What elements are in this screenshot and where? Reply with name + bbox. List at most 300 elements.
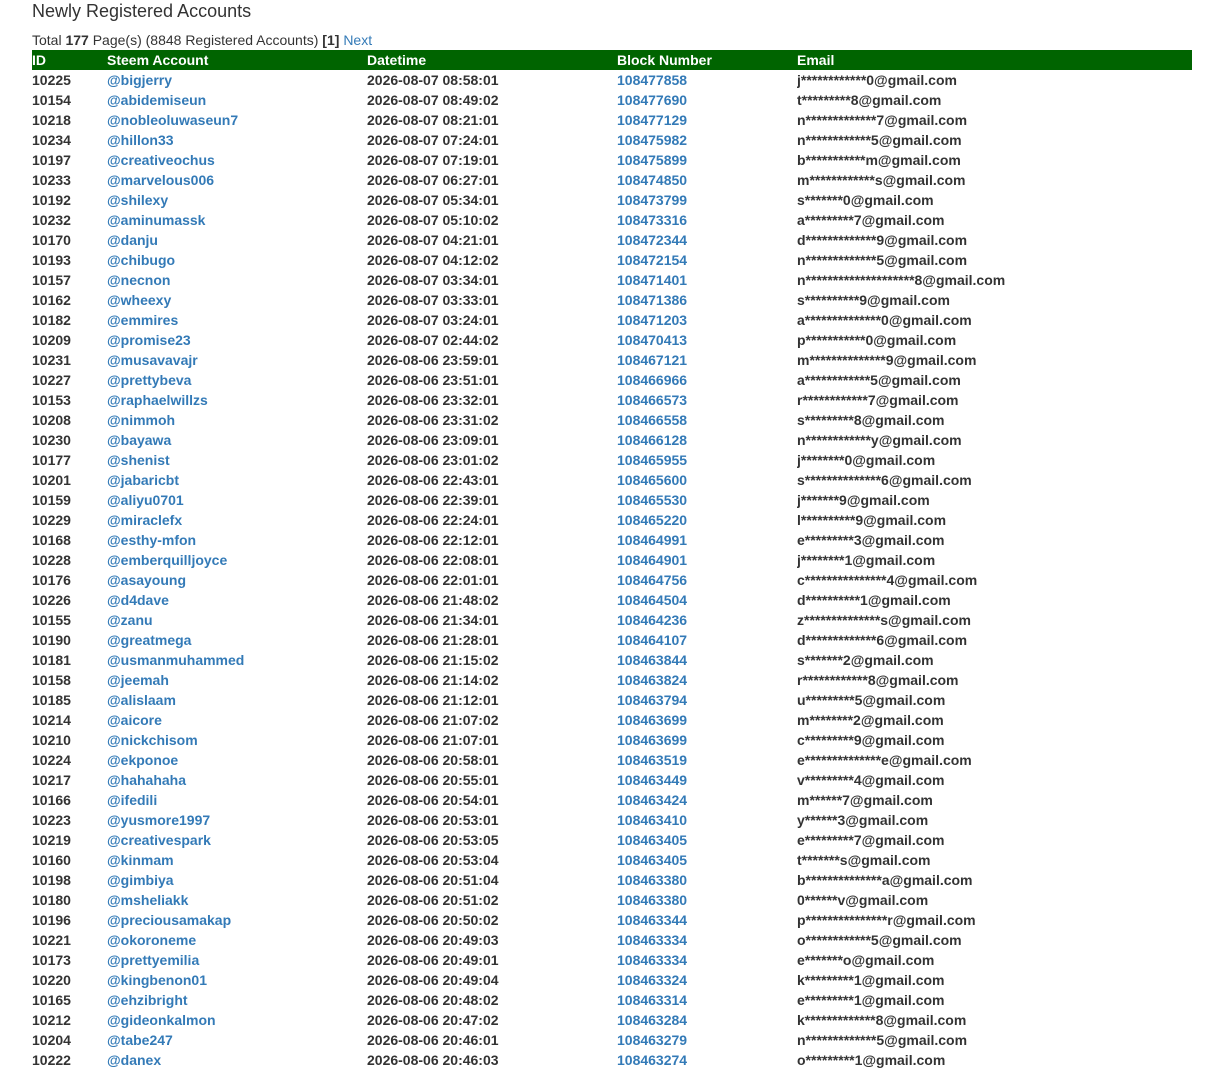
steem-account-link[interactable]: @marvelous006	[107, 172, 215, 188]
cell-email: d**********1@gmail.com	[797, 592, 951, 608]
cell-steem-account	[107, 810, 367, 830]
cell-steem-account	[107, 910, 367, 930]
steem-account-link[interactable]: @kinmam	[107, 852, 174, 868]
cell-steem-account	[107, 110, 367, 130]
cell-id: 10181	[32, 652, 71, 668]
cell-datetime: 2026-08-06 23:59:01	[367, 352, 499, 368]
cell-datetime: 2026-08-06 20:46:03	[367, 1052, 499, 1068]
cell-block-number	[617, 1030, 797, 1050]
block-number-link[interactable]: 108466558	[617, 412, 688, 428]
steem-account-link[interactable]: @raphaelwillzs	[107, 392, 208, 408]
block-number-link[interactable]: 108465530	[617, 492, 688, 508]
cell-id: 10185	[32, 692, 71, 708]
cell-steem-account	[107, 350, 367, 370]
table-row	[32, 150, 1192, 170]
block-number-link[interactable]: 108472154	[617, 252, 688, 268]
steem-account-link[interactable]: @creativeochus	[107, 152, 215, 168]
cell-email: e**************e@gmail.com	[797, 752, 972, 768]
cell-steem-account	[107, 270, 367, 290]
steem-account-link[interactable]: @abidemiseun	[107, 92, 207, 108]
steem-account-link[interactable]: @zanu	[107, 612, 153, 628]
cell-id: 10154	[32, 92, 71, 108]
block-number-link[interactable]: 108466966	[617, 372, 688, 388]
cell-block-number	[617, 390, 797, 410]
table-row	[32, 890, 1192, 910]
cell-block-number	[617, 190, 797, 210]
block-number-link[interactable]: 108465220	[617, 512, 688, 528]
steem-account-link[interactable]: @nickchisom	[107, 732, 198, 748]
steem-account-link[interactable]: @yusmore1997	[107, 812, 211, 828]
block-number-link[interactable]: 108463274	[617, 1052, 688, 1068]
block-number-link[interactable]: 108475899	[617, 152, 688, 168]
cell-id: 10190	[32, 632, 71, 648]
table-row	[32, 850, 1192, 870]
cell-id: 10173	[32, 952, 71, 968]
steem-account-link[interactable]: @emmires	[107, 312, 179, 328]
steem-account-link[interactable]: @preciousamakap	[107, 912, 232, 928]
block-number-link[interactable]: 108463334	[617, 952, 688, 968]
cell-id: 10223	[32, 812, 71, 828]
table-row	[32, 650, 1192, 670]
cell-email: y******3@gmail.com	[797, 812, 929, 828]
steem-account-link[interactable]: @nimmoh	[107, 412, 176, 428]
block-number-link[interactable]: 108473799	[617, 192, 688, 208]
cell-steem-account	[107, 670, 367, 690]
cell-block-number	[617, 750, 797, 770]
block-number-link[interactable]: 108471401	[617, 272, 688, 288]
table-row	[32, 290, 1192, 310]
table-row	[32, 130, 1192, 150]
cell-block-number	[617, 1010, 797, 1030]
table-row	[32, 330, 1192, 350]
cell-id: 10165	[32, 992, 71, 1008]
cell-id: 10226	[32, 592, 71, 608]
table-row	[32, 490, 1192, 510]
steem-account-link[interactable]: @usmanmuhammed	[107, 652, 245, 668]
block-number-link[interactable]: 108463844	[617, 652, 688, 668]
cell-steem-account	[107, 150, 367, 170]
table-row	[32, 230, 1192, 250]
block-number-link[interactable]: 108477690	[617, 92, 688, 108]
cell-block-number	[617, 650, 797, 670]
cell-datetime: 2026-08-06 23:01:02	[367, 452, 499, 468]
cell-email: c*********9@gmail.com	[797, 732, 945, 748]
cell-block-number	[617, 710, 797, 730]
block-number-link[interactable]: 108466128	[617, 432, 688, 448]
steem-account-link[interactable]: @prettyemilia	[107, 952, 200, 968]
cell-id: 10228	[32, 552, 71, 568]
cell-block-number	[617, 630, 797, 650]
cell-datetime: 2026-08-06 22:43:01	[367, 472, 499, 488]
cell-steem-account	[107, 370, 367, 390]
steem-account-link[interactable]: @bigjerry	[107, 72, 173, 88]
cell-block-number	[617, 410, 797, 430]
cell-id: 10210	[32, 732, 71, 748]
steem-account-link[interactable]: @bayawa	[107, 432, 172, 448]
steem-account-link[interactable]: @msheliakk	[107, 892, 189, 908]
cell-id: 10227	[32, 372, 71, 388]
block-number-link[interactable]: 108464991	[617, 532, 688, 548]
cell-steem-account	[107, 430, 367, 450]
cell-block-number	[617, 110, 797, 130]
cell-datetime: 2026-08-07 04:21:01	[367, 232, 499, 248]
block-number-link[interactable]: 108474850	[617, 172, 688, 188]
steem-account-link[interactable]: @greatmega	[107, 632, 192, 648]
cell-email: m********2@gmail.com	[797, 712, 944, 728]
table-row	[32, 450, 1192, 470]
block-number-link[interactable]: 108463824	[617, 672, 688, 688]
block-number-link[interactable]: 108471386	[617, 292, 688, 308]
cell-datetime: 2026-08-06 21:12:01	[367, 692, 499, 708]
table-row	[32, 1050, 1192, 1070]
block-number-link[interactable]: 108463519	[617, 752, 688, 768]
table-row	[32, 770, 1192, 790]
block-number-link[interactable]: 108465955	[617, 452, 688, 468]
table-row	[32, 590, 1192, 610]
steem-account-link[interactable]: @musavavajr	[107, 352, 198, 368]
cell-email: a************5@gmail.com	[797, 372, 961, 388]
cell-steem-account	[107, 590, 367, 610]
table-row	[32, 550, 1192, 570]
steem-account-link[interactable]: @nobleoluwaseun7	[107, 112, 239, 128]
cell-steem-account	[107, 610, 367, 630]
steem-account-link[interactable]: @esthy-mfon	[107, 532, 197, 548]
cell-id: 10234	[32, 132, 71, 148]
table-row	[32, 730, 1192, 750]
steem-account-link[interactable]: @ehzibright	[107, 992, 188, 1008]
cell-id: 10225	[32, 72, 71, 88]
table-row	[32, 170, 1192, 190]
steem-account-link[interactable]: @ekponoe	[107, 752, 179, 768]
table-row	[32, 410, 1192, 430]
block-number-link[interactable]: 108463449	[617, 772, 688, 788]
cell-id: 10222	[32, 1052, 71, 1068]
cell-id: 10180	[32, 892, 71, 908]
block-number-link[interactable]: 108471203	[617, 312, 688, 328]
cell-id: 10193	[32, 252, 71, 268]
cell-steem-account	[107, 730, 367, 750]
cell-datetime: 2026-08-06 23:31:02	[367, 412, 499, 428]
block-number-link[interactable]: 108473316	[617, 212, 688, 228]
column-header-steem-account: Steem Account	[107, 52, 209, 68]
cell-datetime: 2026-08-06 21:07:02	[367, 712, 499, 728]
cell-steem-account	[107, 870, 367, 890]
steem-account-link[interactable]: @necnon	[107, 272, 171, 288]
cell-id: 10153	[32, 392, 71, 408]
cell-datetime: 2026-08-07 08:21:01	[367, 112, 499, 128]
cell-steem-account	[107, 750, 367, 770]
cell-datetime: 2026-08-07 03:33:01	[367, 292, 499, 308]
cell-id: 10208	[32, 412, 71, 428]
steem-account-link[interactable]: @alislaam	[107, 692, 176, 708]
cell-email: 0******v@gmail.com	[797, 892, 929, 908]
steem-account-link[interactable]: @danju	[107, 232, 158, 248]
table-row	[32, 670, 1192, 690]
cell-block-number	[617, 430, 797, 450]
cell-block-number	[617, 150, 797, 170]
cell-steem-account	[107, 510, 367, 530]
steem-account-link[interactable]: @chibugo	[107, 252, 176, 268]
cell-steem-account	[107, 930, 367, 950]
column-header-id: ID	[32, 52, 46, 68]
cell-block-number	[617, 1050, 797, 1070]
cell-email: s*******2@gmail.com	[797, 652, 934, 668]
cell-block-number	[617, 330, 797, 350]
block-number-link[interactable]: 108463405	[617, 832, 688, 848]
block-number-link[interactable]: 108464107	[617, 632, 688, 648]
cell-datetime: 2026-08-06 23:09:01	[367, 432, 499, 448]
cell-block-number	[617, 610, 797, 630]
cell-datetime: 2026-08-06 21:07:01	[367, 732, 499, 748]
cell-datetime: 2026-08-06 20:47:02	[367, 1012, 499, 1028]
block-number-link[interactable]: 108463334	[617, 932, 688, 948]
table-row	[32, 250, 1192, 270]
cell-datetime: 2026-08-06 20:51:04	[367, 872, 499, 888]
steem-account-link[interactable]: @emberquilljoyce	[107, 552, 228, 568]
block-number-link[interactable]: 108463324	[617, 972, 688, 988]
cell-block-number	[617, 510, 797, 530]
cell-block-number	[617, 670, 797, 690]
cell-block-number	[617, 990, 797, 1010]
block-number-link[interactable]: 108463380	[617, 872, 688, 888]
cell-steem-account	[107, 990, 367, 1010]
cell-block-number	[617, 230, 797, 250]
cell-datetime: 2026-08-06 20:53:05	[367, 832, 499, 848]
cell-email: t*********8@gmail.com	[797, 92, 942, 108]
cell-steem-account	[107, 470, 367, 490]
steem-account-link[interactable]: @hahahaha	[107, 772, 187, 788]
table-row	[32, 870, 1192, 890]
block-number-link[interactable]: 108470413	[617, 332, 688, 348]
cell-id: 10221	[32, 932, 71, 948]
steem-account-link[interactable]: @aminumassk	[107, 212, 206, 228]
block-number-link[interactable]: 108464236	[617, 612, 688, 628]
block-number-link[interactable]: 108463405	[617, 852, 688, 868]
steem-account-link[interactable]: @jabaricbt	[107, 472, 180, 488]
cell-datetime: 2026-08-06 22:12:01	[367, 532, 499, 548]
block-number-link[interactable]: 108463410	[617, 812, 688, 828]
cell-steem-account	[107, 70, 367, 90]
cell-steem-account	[107, 1050, 367, 1070]
cell-steem-account	[107, 790, 367, 810]
table-row	[32, 110, 1192, 130]
cell-email: s*********8@gmail.com	[797, 412, 945, 428]
cell-id: 10219	[32, 832, 71, 848]
steem-account-link[interactable]: @asayoung	[107, 572, 187, 588]
steem-account-link[interactable]: @creativespark	[107, 832, 211, 848]
cell-steem-account	[107, 850, 367, 870]
block-number-link[interactable]: 108463314	[617, 992, 688, 1008]
cell-datetime: 2026-08-06 20:53:01	[367, 812, 499, 828]
cell-id: 10160	[32, 852, 71, 868]
cell-datetime: 2026-08-06 22:08:01	[367, 552, 499, 568]
block-number-link[interactable]: 108463699	[617, 712, 688, 728]
next-page-link[interactable]: Next	[343, 32, 373, 48]
accounts-table	[32, 50, 1192, 1070]
block-number-link[interactable]: 108463424	[617, 792, 688, 808]
block-number-link[interactable]: 108472344	[617, 232, 688, 248]
steem-account-link[interactable]: @okoroneme	[107, 932, 197, 948]
steem-account-link[interactable]: @kingbenon01	[107, 972, 207, 988]
cell-block-number	[617, 870, 797, 890]
steem-account-link[interactable]: @d4dave	[107, 592, 169, 608]
cell-steem-account	[107, 290, 367, 310]
cell-steem-account	[107, 230, 367, 250]
cell-steem-account	[107, 310, 367, 330]
steem-account-link[interactable]: @gideonkalmon	[107, 1012, 216, 1028]
cell-datetime: 2026-08-07 06:27:01	[367, 172, 499, 188]
cell-id: 10197	[32, 152, 71, 168]
cell-block-number	[617, 830, 797, 850]
table-row	[32, 630, 1192, 650]
cell-block-number	[617, 70, 797, 90]
table-row	[32, 470, 1192, 490]
cell-email: t*******s@gmail.com	[797, 852, 931, 868]
steem-account-link[interactable]: @wheexy	[107, 292, 172, 308]
cell-email: s*******0@gmail.com	[797, 192, 934, 208]
table-row	[32, 570, 1192, 590]
cell-datetime: 2026-08-06 20:48:02	[367, 992, 499, 1008]
cell-datetime: 2026-08-06 20:55:01	[367, 772, 499, 788]
cell-id: 10214	[32, 712, 71, 728]
block-number-link[interactable]: 108463794	[617, 692, 688, 708]
steem-account-link[interactable]: @aicore	[107, 712, 162, 728]
cell-email: j*******9@gmail.com	[797, 492, 930, 508]
cell-steem-account	[107, 250, 367, 270]
cell-steem-account	[107, 490, 367, 510]
cell-datetime: 2026-08-06 21:28:01	[367, 632, 499, 648]
cell-email: v*********4@gmail.com	[797, 772, 945, 788]
block-number-link[interactable]: 108463699	[617, 732, 688, 748]
steem-account-link[interactable]: @jeemah	[107, 672, 169, 688]
cell-steem-account	[107, 890, 367, 910]
column-header-email: Email	[797, 52, 835, 68]
cell-block-number	[617, 570, 797, 590]
block-number-link[interactable]: 108466573	[617, 392, 688, 408]
table-row	[32, 350, 1192, 370]
steem-account-link[interactable]: @shenist	[107, 452, 170, 468]
cell-email: p***********0@gmail.com	[797, 332, 957, 348]
cell-email: b**************a@gmail.com	[797, 872, 973, 888]
cell-id: 10158	[32, 672, 71, 688]
block-number-link[interactable]: 108463279	[617, 1032, 688, 1048]
cell-steem-account	[107, 950, 367, 970]
cell-datetime: 2026-08-07 08:49:02	[367, 92, 499, 108]
cell-datetime: 2026-08-06 20:46:01	[367, 1032, 499, 1048]
block-number-link[interactable]: 108464504	[617, 592, 688, 608]
cell-block-number	[617, 210, 797, 230]
steem-account-link[interactable]: @shilexy	[107, 192, 169, 208]
cell-email: d*************6@gmail.com	[797, 632, 968, 648]
cell-datetime: 2026-08-07 02:44:02	[367, 332, 499, 348]
steem-account-link[interactable]: @promise23	[107, 332, 191, 348]
cell-datetime: 2026-08-07 07:19:01	[367, 152, 499, 168]
steem-account-link[interactable]: @hillon33	[107, 132, 174, 148]
steem-account-link[interactable]: @prettybeva	[107, 372, 192, 388]
block-number-link[interactable]: 108464756	[617, 572, 688, 588]
pages-text: Page(s) (8848 Registered Accounts)	[92, 32, 319, 48]
cell-id: 10159	[32, 492, 71, 508]
cell-email: o************5@gmail.com	[797, 932, 962, 948]
cell-email: e*******o@gmail.com	[797, 952, 935, 968]
block-number-link[interactable]: 108465600	[617, 472, 688, 488]
block-number-link[interactable]: 108475982	[617, 132, 688, 148]
steem-account-link[interactable]: @aliyu0701	[107, 492, 184, 508]
block-number-link[interactable]: 108463284	[617, 1012, 688, 1028]
cell-steem-account	[107, 170, 367, 190]
cell-id: 10176	[32, 572, 71, 588]
cell-email: j********0@gmail.com	[797, 452, 936, 468]
block-number-link[interactable]: 108463380	[617, 892, 688, 908]
cell-datetime: 2026-08-06 20:54:01	[367, 792, 499, 808]
block-number-link[interactable]: 108477129	[617, 112, 688, 128]
cell-email: s**************6@gmail.com	[797, 472, 972, 488]
cell-block-number	[617, 730, 797, 750]
table-row	[32, 610, 1192, 630]
cell-email: d*************9@gmail.com	[797, 232, 968, 248]
table-body	[32, 70, 1192, 1070]
table-row	[32, 1010, 1192, 1030]
cell-email: e*********7@gmail.com	[797, 832, 945, 848]
cell-block-number	[617, 770, 797, 790]
table-row	[32, 950, 1192, 970]
cell-steem-account	[107, 1010, 367, 1030]
cell-id: 10212	[32, 1012, 71, 1028]
cell-block-number	[617, 790, 797, 810]
steem-account-link[interactable]: @miraclefx	[107, 512, 183, 528]
table-row	[32, 510, 1192, 530]
table-row	[32, 1030, 1192, 1050]
cell-email: e*********1@gmail.com	[797, 992, 945, 1008]
cell-datetime: 2026-08-06 20:50:02	[367, 912, 499, 928]
cell-id: 10209	[32, 332, 71, 348]
cell-email: n*************5@gmail.com	[797, 1032, 968, 1048]
cell-id: 10196	[32, 912, 71, 928]
cell-email: m******7@gmail.com	[797, 792, 933, 808]
table-row	[32, 810, 1192, 830]
cell-email: m************s@gmail.com	[797, 172, 966, 188]
cell-email: b***********m@gmail.com	[797, 152, 961, 168]
steem-account-link[interactable]: @gimbiya	[107, 872, 174, 888]
cell-email: s**********9@gmail.com	[797, 292, 950, 308]
cell-datetime: 2026-08-06 22:01:01	[367, 572, 499, 588]
table-row	[32, 930, 1192, 950]
cell-id: 10166	[32, 792, 71, 808]
cell-id: 10157	[32, 272, 71, 288]
cell-datetime: 2026-08-07 03:24:01	[367, 312, 499, 328]
cell-datetime: 2026-08-07 03:34:01	[367, 272, 499, 288]
block-number-link[interactable]: 108463344	[617, 912, 688, 928]
steem-account-link[interactable]: @tabe247	[107, 1032, 173, 1048]
cell-block-number	[617, 370, 797, 390]
column-header-block-number: Block Number	[617, 52, 712, 68]
page-container	[32, 0, 1192, 1070]
block-number-link[interactable]: 108477858	[617, 72, 688, 88]
steem-account-link[interactable]: @ifedili	[107, 792, 158, 808]
block-number-link[interactable]: 108464901	[617, 552, 688, 568]
steem-account-link[interactable]: @danex	[107, 1052, 162, 1068]
cell-steem-account	[107, 390, 367, 410]
cell-id: 10182	[32, 312, 71, 328]
page-title: Newly Registered Accounts	[32, 1, 252, 21]
cell-email: c***************4@gmail.com	[797, 572, 978, 588]
cell-email: r************7@gmail.com	[797, 392, 959, 408]
cell-steem-account	[107, 190, 367, 210]
block-number-link[interactable]: 108467121	[617, 352, 688, 368]
cell-email: n************y@gmail.com	[797, 432, 962, 448]
cell-block-number	[617, 350, 797, 370]
cell-datetime: 2026-08-07 07:24:01	[367, 132, 499, 148]
